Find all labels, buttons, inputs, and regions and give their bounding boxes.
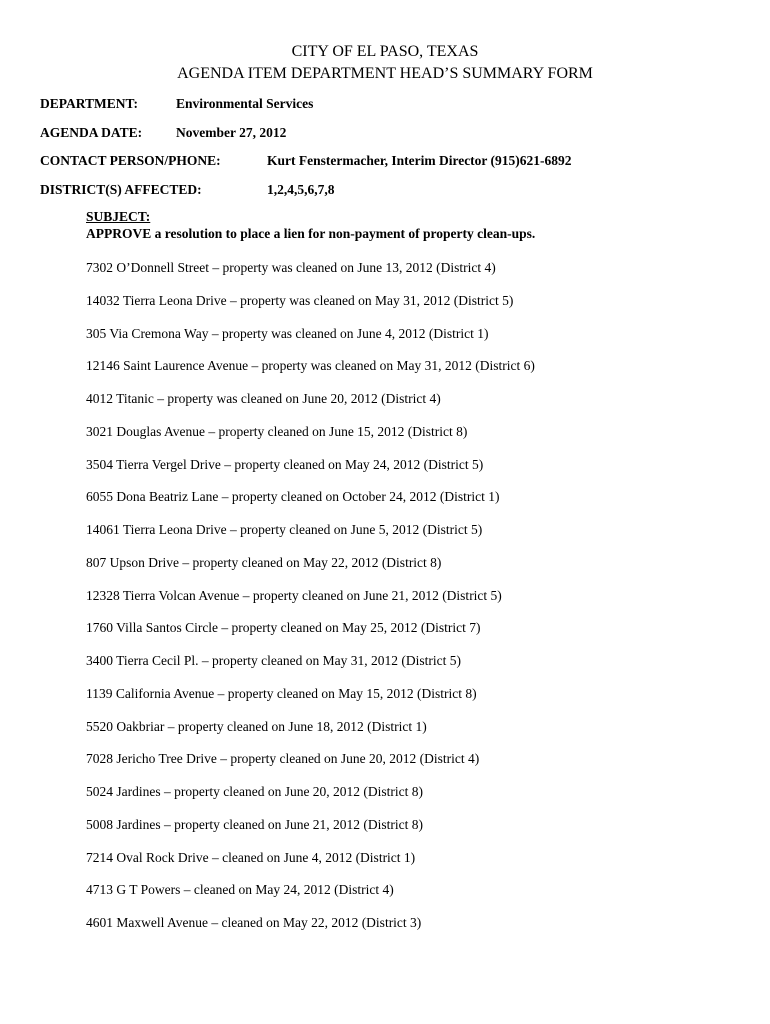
list-item: 4601 Maxwell Avenue – cleaned on May 22, 2012 (District 3): [86, 915, 422, 930]
list-item: 5008 Jardines – property cleaned on June 21, 2012 (District 8): [86, 816, 424, 832]
list-item: 5520 Oakbriar – property cleaned on June 18, 2012 (District 1): [86, 718, 427, 734]
department-value: Environmental Services: [176, 96, 314, 111]
list-item: 7214 Oval Rock Drive – cleaned on June 4, 2012 (District 1): [86, 849, 416, 865]
department-label: DEPARTMENT:: [40, 96, 139, 111]
list-item: 12328 Tierra Volcan Avenue – property cleaned on June 21, 2012 (District 5): [86, 587, 502, 603]
list-item: 1139 California Avenue – property cleaned on May 15, 2012 (District 8): [86, 685, 477, 701]
contact-label: CONTACT PERSON/PHONE:: [40, 153, 221, 168]
list-item: 3400 Tierra Cecil Pl. – property cleaned on May 31, 2012 (District 5): [86, 653, 461, 668]
list-item: 6055 Dona Beatriz Lane – property cleaned on October 24, 2012 (District 1): [86, 489, 500, 505]
districts-value: 1,2,4,5,6,7,8: [267, 182, 335, 197]
subject-text: APPROVE a resolution to place a lien for non-payment of property clean-ups.: [86, 226, 536, 241]
list-item: 807 Upson Drive – property cleaned on May 22, 2012 (District 8): [86, 554, 442, 570]
list-item: 7302 O’Donnell Street – property was cleaned on June 13, 2012 (District 4): [86, 260, 496, 275]
list-item: 3504 Tierra Vergel Drive – property cleaned on May 24, 2012 (District 5): [86, 456, 484, 472]
subject-heading: SUBJECT:: [86, 209, 151, 224]
list-item: 1760 Villa Santos Circle – property cleaned on May 25, 2012 (District 7): [86, 620, 481, 636]
title-line-2: AGENDA ITEM DEPARTMENT HEAD’S SUMMARY FORM: [177, 65, 593, 82]
list-item: 12146 Saint Laurence Avenue – property was cleaned on May 31, 2012 (District 6): [86, 358, 535, 374]
list-item: 4012 Titanic – property was cleaned on June 20, 2012 (District 4): [86, 391, 441, 406]
property-list: [86, 259, 535, 947]
list-item: 3021 Douglas Avenue – property cleaned on June 15, 2012 (District 8): [86, 423, 468, 439]
list-item: 14032 Tierra Leona Drive – property was cleaned on May 31, 2012 (District 5): [86, 292, 514, 308]
title-line-1: CITY OF EL PASO, TEXAS: [291, 43, 479, 60]
list-item: 4713 G T Powers – cleaned on May 24, 2012 (District 4): [86, 882, 394, 898]
contact-value: Kurt Fenstermacher, Interim Director (915)621-6892: [267, 153, 572, 168]
form-title: [0, 41, 770, 85]
subject-section: [86, 208, 535, 242]
agenda-date-label: AGENDA DATE:: [40, 125, 143, 140]
agenda-date-value: November 27, 2012: [176, 125, 287, 140]
list-item: 5024 Jardines – property cleaned on June 20, 2012 (District 8): [86, 784, 424, 799]
list-item: 305 Via Cremona Way – property was cleaned on June 4, 2012 (District 1): [86, 325, 489, 341]
districts-label: DISTRICT(S) AFFECTED:: [40, 182, 202, 197]
list-item: 7028 Jericho Tree Drive – property cleaned on June 20, 2012 (District 4): [86, 751, 480, 767]
list-item: 14061 Tierra Leona Drive – property cleaned on June 5, 2012 (District 5): [86, 522, 483, 537]
